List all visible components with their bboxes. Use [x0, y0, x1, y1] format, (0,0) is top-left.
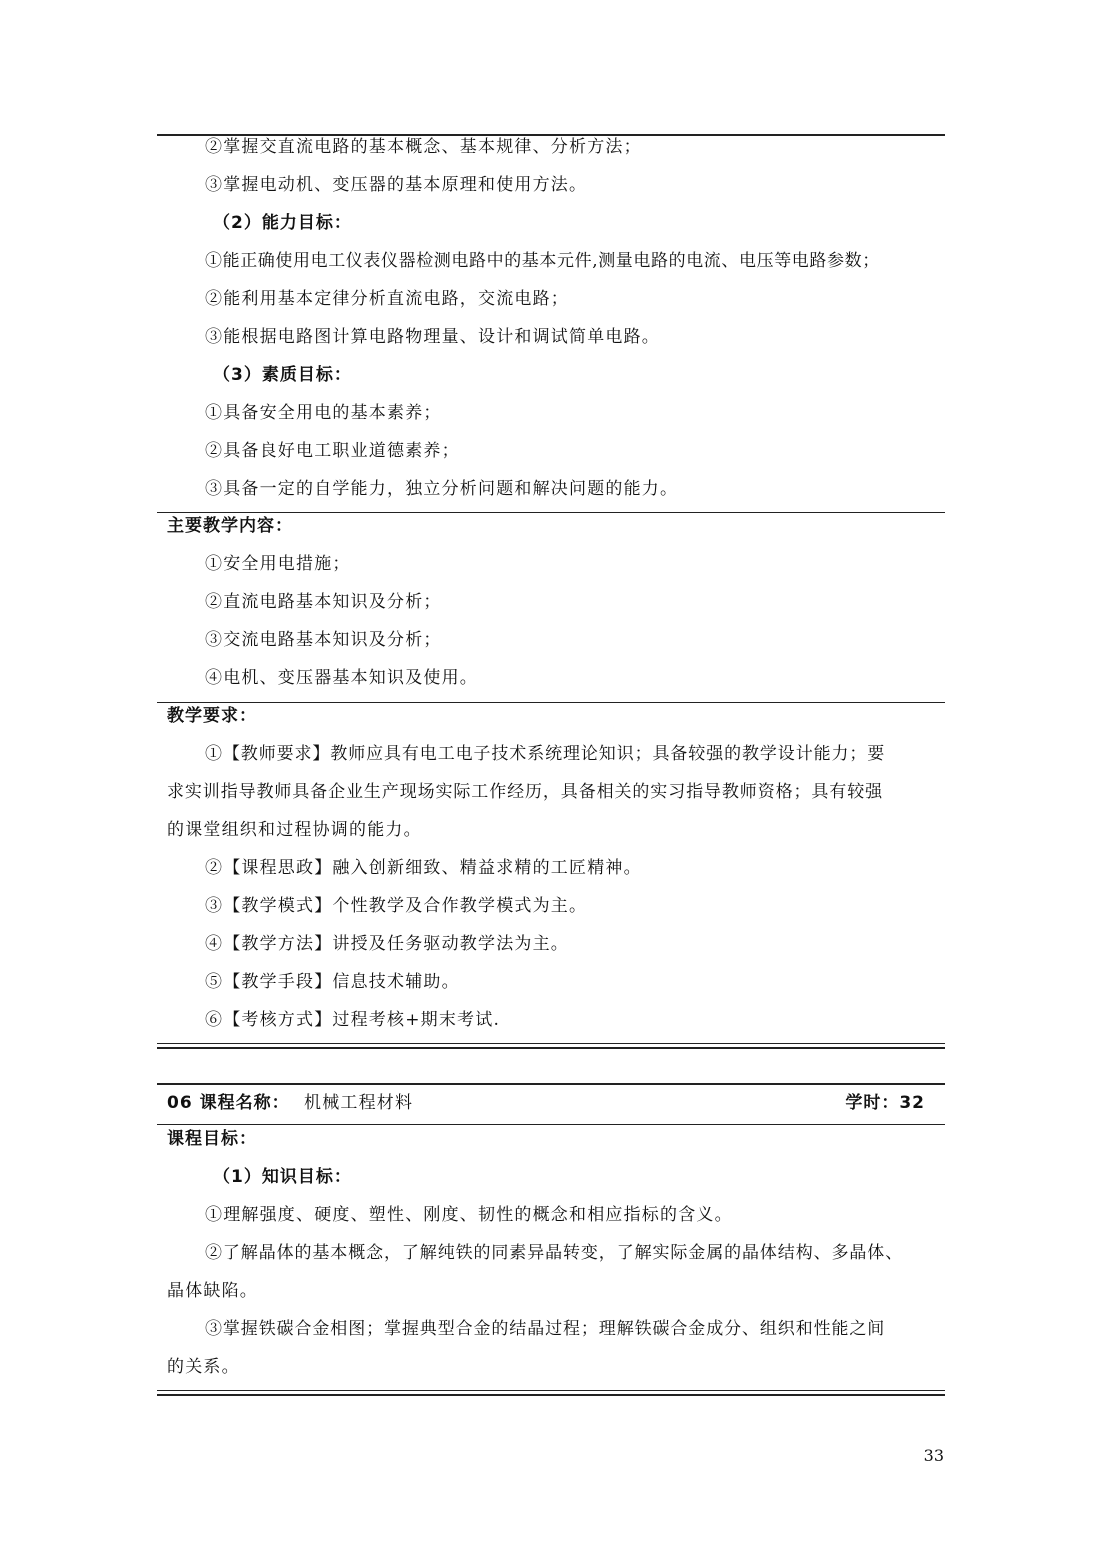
knowledge-item: ③掌握铁碳合金相图；掌握典型合金的结晶过程；理解铁碳合金成分、组织和性能之间	[205, 1319, 886, 1339]
content-item: ①安全用电措施；	[205, 554, 351, 574]
table-end-rule	[157, 1043, 945, 1049]
ability-item: ①能正确使用电工仪表仪器检测电路中的基本元件,测量电路的电流、电压等电路参数；	[205, 251, 880, 271]
ability-item: ②能利用基本定律分析直流电路，交流电路；	[205, 289, 569, 309]
content-heading: 主要教学内容：	[167, 516, 293, 536]
requirement-paragraph-line: 求实训指导教师具备企业生产现场实际工作经历，具备相关的实习指导教师资格；具有较强	[167, 782, 883, 802]
knowledge-item: ②了解晶体的基本概念，了解纯铁的同素异晶转变，了解实际金属的晶体结构、多晶体、	[205, 1243, 904, 1263]
requirement-item: ⑥【考核方式】过程考核+期末考试.	[205, 1010, 501, 1030]
content-item: ④电机、变压器基本知识及使用。	[205, 668, 478, 688]
knowledge-item-continued: 的关系。	[167, 1357, 240, 1377]
quality-heading: （3）素质目标：	[213, 365, 352, 385]
ability-heading: （2）能力目标：	[213, 213, 352, 233]
quality-item: ②具备良好电工职业道德素养；	[205, 441, 460, 461]
requirement-item: ④【教学方法】讲授及任务驱动教学法为主。	[205, 934, 569, 954]
requirements-section	[157, 697, 945, 1039]
course-header	[157, 1084, 945, 1122]
course-end-rule	[157, 1390, 945, 1396]
content-item: ③交流电路基本知识及分析；	[205, 630, 442, 650]
quality-item: ③具备一定的自学能力，独立分析问题和解决问题的能力。	[205, 479, 679, 499]
requirement-paragraph-line: ①【教师要求】教师应具有电工电子技术系统理论知识；具备较强的教学设计能力；要	[205, 744, 886, 764]
goals-heading: 课程目标：	[167, 1129, 257, 1149]
knowledge-item-continued: 晶体缺陷。	[167, 1281, 258, 1301]
requirement-item: ③【教学模式】个性教学及合作教学模式为主。	[205, 896, 588, 916]
ability-item: ③能根据电路图计算电路物理量、设计和调试简单电路。	[205, 327, 660, 347]
quality-item: ①具备安全用电的基本素养；	[205, 403, 442, 423]
knowledge-item: ①理解强度、硬度、塑性、刚度、韧性的概念和相应指标的含义。	[205, 1205, 733, 1225]
knowledge-heading: （1）知识目标：	[213, 1167, 352, 1187]
requirements-heading: 教学要求：	[167, 706, 257, 726]
requirement-item: ⑤【教学手段】信息技术辅助。	[205, 972, 460, 992]
course06-goals	[157, 1120, 945, 1386]
course-goals-continued	[157, 128, 945, 508]
knowledge-item: ②掌握交直流电路的基本概念、基本规律、分析方法；	[205, 137, 642, 157]
requirement-item: ②【课程思政】融入创新细致、精益求精的工匠精神。	[205, 858, 642, 878]
page-number: 33	[923, 1446, 944, 1465]
course-label: 06 课程名称：	[167, 1093, 290, 1113]
content-item: ②直流电路基本知识及分析；	[205, 592, 442, 612]
requirement-paragraph-line: 的课堂组织和过程协调的能力。	[167, 820, 422, 840]
course-hours: 学时：32	[845, 1093, 925, 1113]
course-name: 机械工程材料	[304, 1093, 414, 1113]
main-content-section	[157, 507, 945, 697]
knowledge-item: ③掌握电动机、变压器的基本原理和使用方法。	[205, 175, 588, 195]
